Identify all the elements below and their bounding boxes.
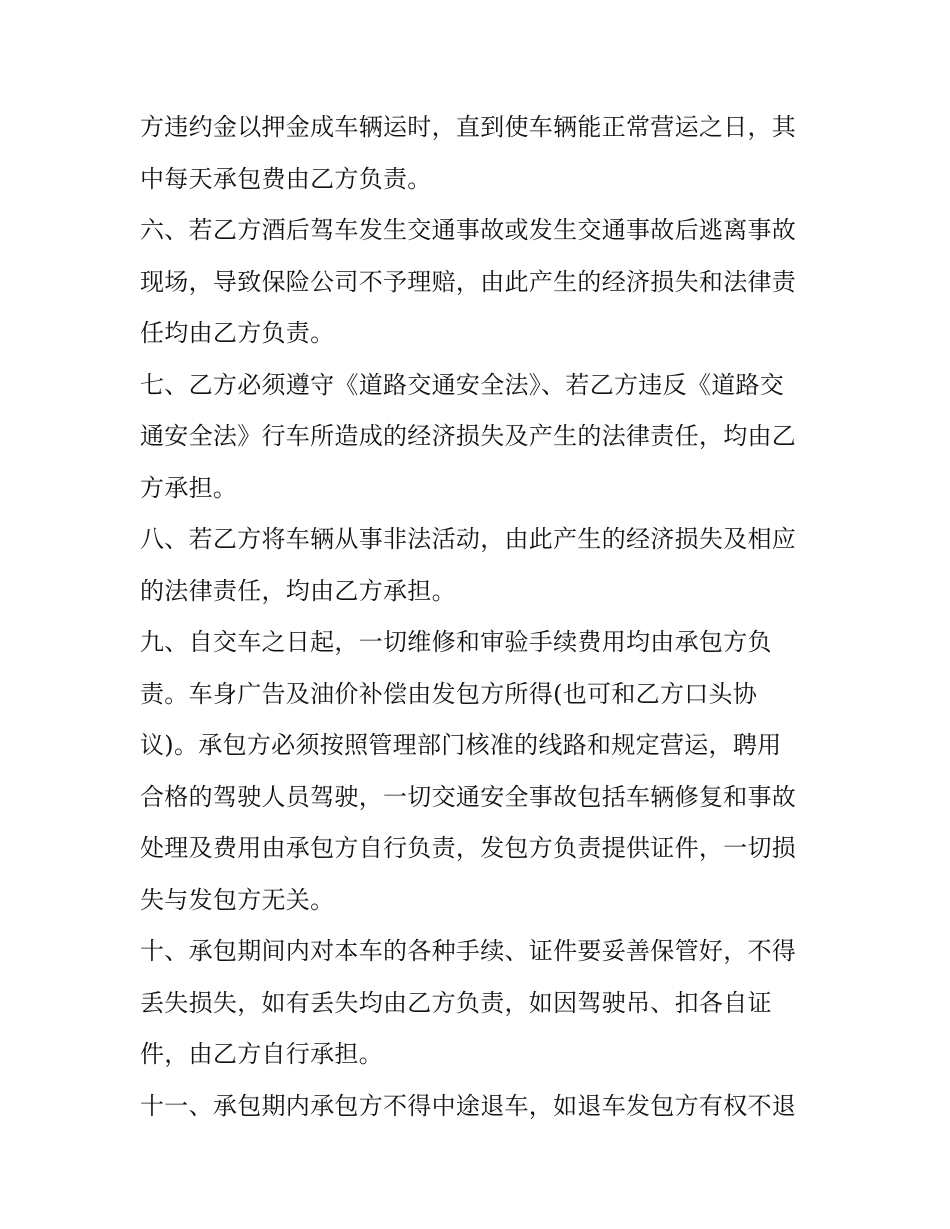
text-line: 任均由乙方负责。 xyxy=(140,319,335,347)
text-line: 丢失损失，如有丢失均由乙方负责，如因驾驶吊、扣各自证 xyxy=(140,988,772,1017)
text-line: 方违约金以押金成车辆运时，直到使车辆能正常营运之日，其 xyxy=(140,113,797,141)
text-line: 现场，导致保险公司不予理赔，由此产生的经济损失和法律责 xyxy=(140,267,797,296)
text-line: 十、承包期间内对本车的各种手续、证件要妥善保管好，不得 xyxy=(140,937,797,965)
text-line: 八、若乙方将车辆从事非法活动，由此产生的经济损失及相应 xyxy=(140,525,797,553)
text-line: 七、乙方必须遵守《道路交通安全法》、若乙方违反《道路交 xyxy=(140,370,785,399)
contract-text xyxy=(140,102,820,1132)
text-line: 合格的驾驶人员驾驶，一切交通安全事故包括车辆修复和事故 xyxy=(140,782,797,811)
text-line: 十一、承包期内承包方不得中途退车，如退车发包方有权不退 xyxy=(140,1091,797,1120)
text-line: 责。车身广告及油价补偿由发包方所得(也可和乙方口头协 xyxy=(140,679,758,708)
text-line: 通安全法》行车所造成的经济损失及产生的法律责任，均由乙 xyxy=(140,422,797,450)
text-line: 失与发包方无关。 xyxy=(140,885,335,914)
text-line: 件，由乙方自行承担。 xyxy=(140,1040,383,1068)
text-line: 六、若乙方酒后驾车发生交通事故或发生交通事故后逃离事故 xyxy=(140,216,797,244)
text-line: 的法律责任，均由乙方承担。 xyxy=(140,576,456,605)
text-line: 九、自交车之日起，一切维修和审验手续费用均由承包方负 xyxy=(140,628,772,656)
text-line: 方承担。 xyxy=(140,473,238,502)
text-line: 议)。承包方必须按照管理部门核准的线路和规定营运，聘用 xyxy=(140,731,782,759)
text-line: 中每天承包费由乙方负责。 xyxy=(140,164,432,193)
text-line: 处理及费用由承包方自行负责，发包方负责提供证件，一切损 xyxy=(140,834,797,862)
